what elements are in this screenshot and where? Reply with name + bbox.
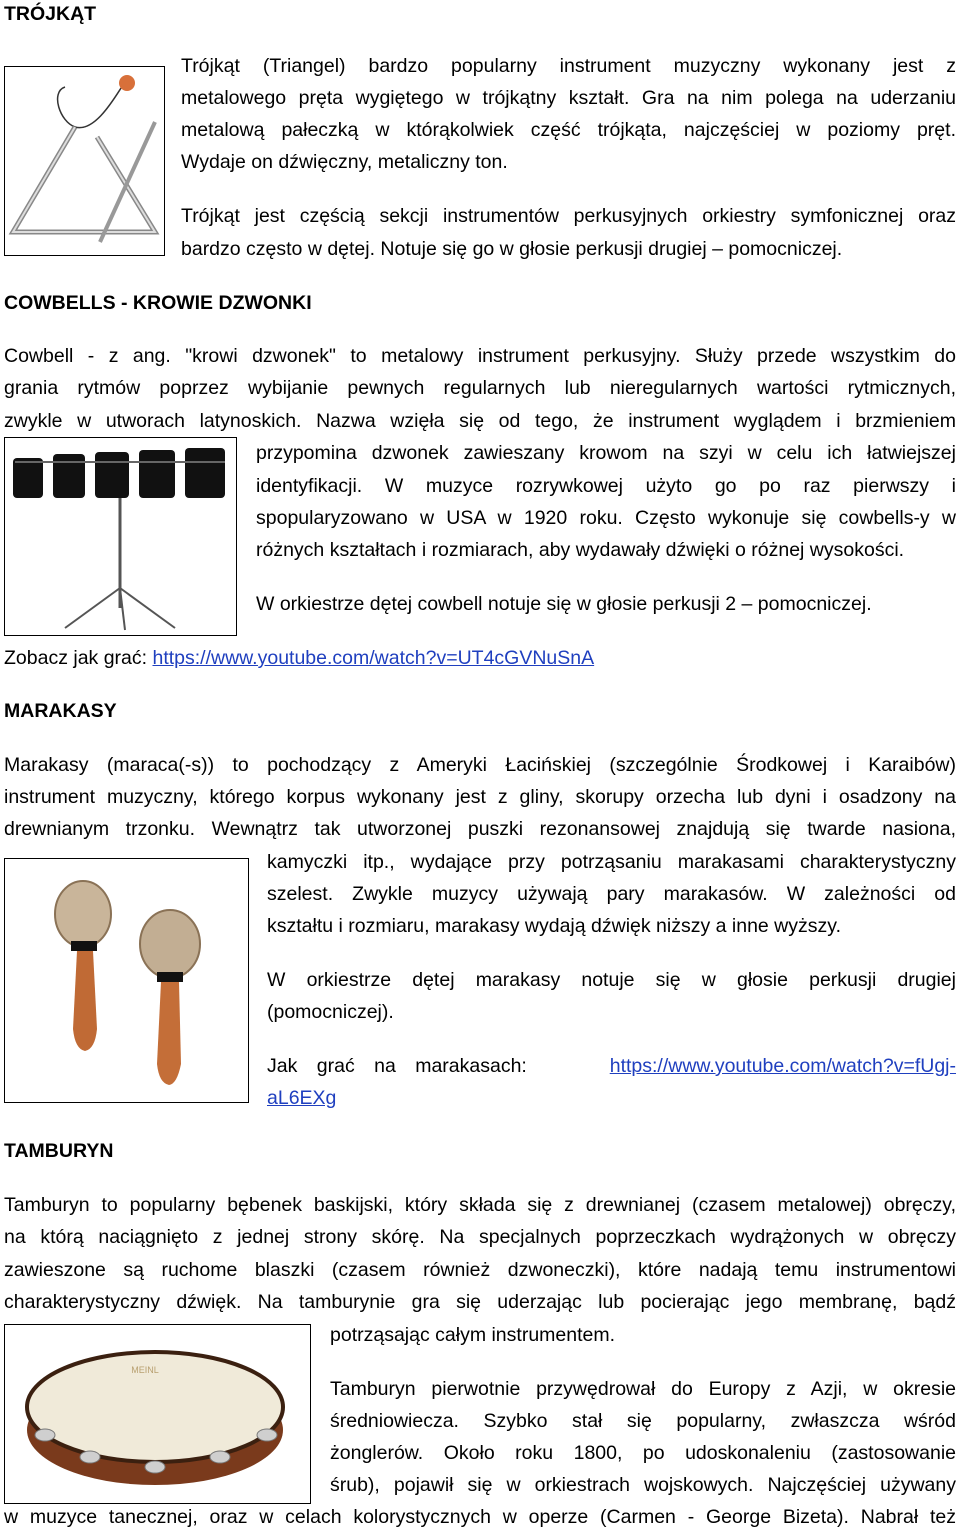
text-line: przypomina dzwonek zawieszany krowom na szyi w celu ich łatwiejszej — [256, 442, 956, 464]
text-line: charakterystyczny dźwięk. Na tamburynie gra się uderzając lub pocierając jego membranę, bądź — [4, 1291, 956, 1313]
text-line: W orkiestrze dętej marakasy notuje się w głosie perkusji drugiej — [267, 969, 956, 991]
text-line: śrub), pojawił się w orkiestrach wojskowych. Najczęściej używany — [330, 1474, 956, 1496]
text-line: kształtu i rozmiaru, marakasy wydają dźwięk niższy a inne wyższy. — [267, 915, 841, 937]
text-line: Tamburyn to popularny bębenek baskijski, który składa się z drewnianej (czasem metalowej) obręczy, — [4, 1194, 956, 1216]
text-line: Trójkąt jest częścią sekcji instrumentów perkusyjnych orkiestry symfonicznej oraz — [181, 205, 956, 227]
tambourine-logo: MEINL — [131, 1365, 159, 1375]
text-line: metalową pałeczką w którąkolwiek część trójkąta, najczęściej w poziomy pręt. — [181, 119, 956, 141]
cowbells-link-line — [4, 642, 594, 674]
cowbells-heading: COWBELLS - KROWIE DZWONKI — [4, 292, 312, 314]
youtube-link-maracas-cont[interactable]: aL6EXg — [267, 1087, 337, 1109]
text-line: szelest. Zwykle muzycy używają pary marakasów. W zależności od — [267, 883, 956, 905]
tambourine-heading: TAMBURYN — [4, 1140, 114, 1162]
maracas-link-line-2 — [267, 1082, 336, 1114]
text-line: średniowiecza. Szybko stał się popularny, zwłaszcza wśród — [330, 1410, 956, 1432]
link-prefix: Jak grać na marakasach: — [267, 1055, 527, 1077]
text-line: Wydaje on dźwięczny, metaliczny ton. — [181, 151, 508, 173]
triangle-image — [4, 66, 165, 256]
text-line: różnych kształtach i rozmiarach, aby wydawały dźwięki o różnej wysokości. — [256, 539, 905, 561]
triangle-heading: TRÓJKĄT — [4, 3, 97, 25]
text-line: instrument muzyczny, którego korpus wykonany jest z gliny, skorupy orzecha lub dyni i osadzony na — [4, 786, 956, 808]
maracas-heading: MARAKASY — [4, 700, 117, 722]
text-line: zawieszone są ruchome blaszki (czasem również dzwoneczki), które nadają temu instrumentowi — [4, 1259, 956, 1281]
cowbells-paragraph-2: W orkiestrze dętej cowbell notuje się w głosie perkusji 2 – pomocniczej. — [256, 593, 872, 615]
text-line: żonglerów. Około roku 1800, po udoskonaleniu (zastosowanie — [330, 1442, 956, 1464]
text-line: potrząsając całym instrumentem. — [330, 1324, 616, 1346]
youtube-link-cowbell[interactable]: https://www.youtube.com/watch?v=UT4cGVNuSnA — [152, 647, 595, 669]
link-prefix: Zobacz jak grać: — [4, 647, 153, 669]
text-line: metalowego pręta wygiętego w trójkątny kształt. Gra na nim polega na uderzaniu — [181, 87, 956, 109]
text-line: identyfikacji. W muzyce rozrywkowej użyto go po raz pierwszy i — [256, 475, 956, 497]
tambourine-image — [4, 1324, 311, 1504]
cowbells-image — [4, 437, 237, 636]
text-line: bardzo często w dętej. Notuje się go w głosie perkusji drugiej – pomocniczej. — [181, 238, 843, 260]
text-line: kamyczki itp., wydające przy potrząsaniu marakasami charakterystyczny — [267, 851, 956, 873]
text-line: Marakasy (maraca(-s)) to pochodzący z Ameryki Łacińskiej (szczególnie Środkowej i Karaibów) — [4, 754, 956, 776]
text-line: zwykle w utworach latynoskich. Nazwa wzięła się od tego, że instrument wyglądem i brzmieniem — [4, 410, 956, 432]
maracas-link-line — [267, 1050, 956, 1082]
text-line: drewnianym trzonku. Wewnątrz tak utworzonej puszki rezonansowej znajdują się twarde nasiona, — [4, 818, 956, 840]
text-line: (pomocniczej). — [267, 1001, 394, 1023]
youtube-link-maracas[interactable]: https://www.youtube.com/watch?v=fUgj- — [609, 1055, 956, 1077]
maracas-image — [4, 858, 249, 1103]
text-line: Tamburyn pierwotnie przywędrował do Europy z Azji, w okresie — [330, 1378, 956, 1400]
text-line: na którą naciągnięto z jednej strony skórę. Na specjalnych poprzeczkach wydrążonych w obręczy — [4, 1226, 956, 1248]
text-line: spopularyzowano w USA w 1920 roku. Często wykonuje się cowbells-y w — [256, 507, 956, 529]
text-line: Trójkąt (Triangel) bardzo popularny instrument muzyczny wykonany jest z — [181, 55, 956, 77]
text-line: w muzyce tanecznej, oraz w celach kolorystycznych w operze (Carmen - George Bizeta). Nabrał też — [4, 1506, 956, 1528]
text-line: grania rytmów poprzez wybijanie pewnych regularnych lub nieregularnych wartości rytmicznych, — [4, 377, 956, 399]
text-line: Cowbell - z ang. "krowi dzwonek" to metalowy instrument perkusyjny. Służy przede wszystkim do — [4, 345, 956, 367]
